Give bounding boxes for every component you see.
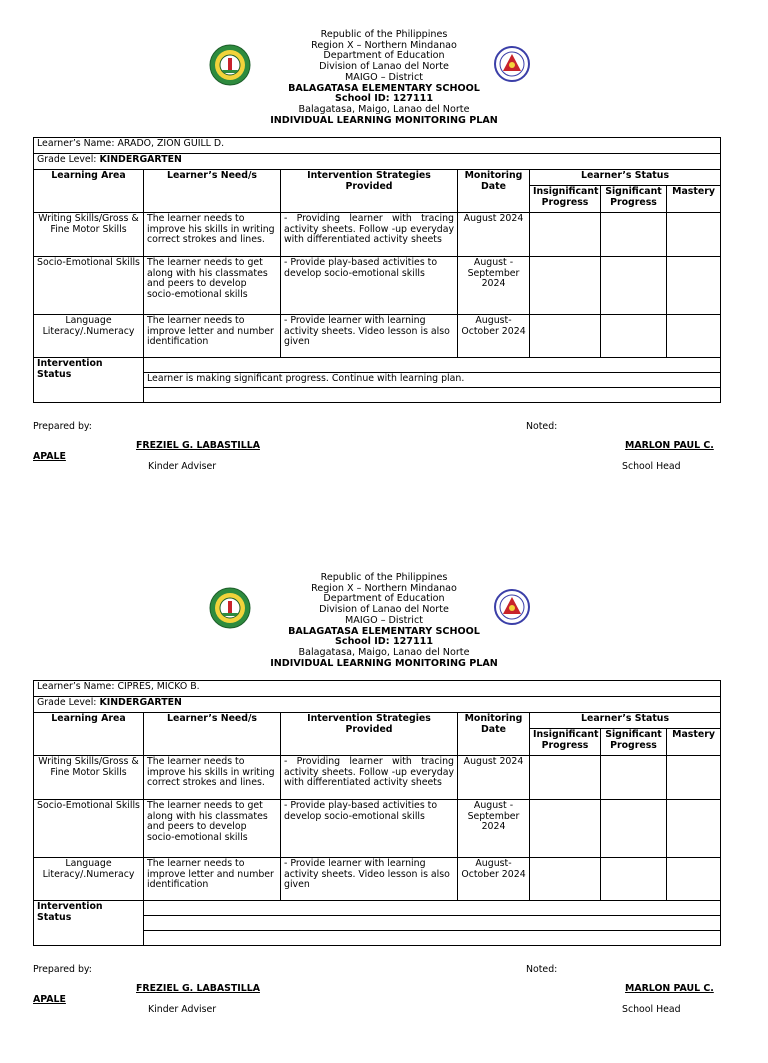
status-insignificant-cell <box>530 315 601 358</box>
monitoring-date-cell: August 2024 <box>458 756 530 800</box>
header-line-district: MAIGO – District <box>344 614 423 626</box>
header-mastery: Mastery <box>667 729 721 756</box>
grade-level-value: KINDERGARTEN <box>99 154 182 165</box>
grade-level-label: Grade Level: <box>37 697 97 708</box>
header-line-region: Region X – Northern Mindanao <box>311 39 457 51</box>
monitoring-plan-table <box>33 137 721 403</box>
learning-area-cell: Language Literacy/.Numeracy <box>34 315 144 358</box>
header-monitoring-date: Monitoring Date <box>458 170 530 213</box>
header-line-republic: Republic of the Philippines <box>320 29 448 40</box>
status-significant-cell <box>601 800 667 858</box>
header-learner-status: Learner’s Status <box>530 713 721 729</box>
status-insignificant-cell <box>530 800 601 858</box>
status-mastery-cell <box>667 756 721 800</box>
monitoring-date-cell: August - September 2024 <box>458 800 530 858</box>
learning-area-cell: Socio-Emotional Skills <box>34 257 144 315</box>
intervention-status-note: Learner is making significant progress. Continue with learning plan. <box>144 373 721 388</box>
school-name: BALAGATASA ELEMENTARY SCHOOL <box>288 82 480 94</box>
strategy-cell: - Provide play-based activities to develop socio-emotional skills <box>281 800 458 858</box>
adviser-role: Kinder Adviser <box>148 1004 217 1015</box>
learner-name-cell <box>34 681 721 697</box>
school-head-role: School Head <box>622 1004 681 1015</box>
grade-level-cell <box>34 697 721 713</box>
header-line-republic: Republic of the Philippines <box>320 572 448 583</box>
header-line-district: MAIGO – District <box>344 71 423 83</box>
status-mastery-cell <box>667 800 721 858</box>
noted-label: Noted: <box>526 421 558 432</box>
header-line-division: Division of Lanao del Norte <box>319 61 449 73</box>
school-seal-icon <box>209 587 251 629</box>
learner-need-cell: The learner needs to improve his skills in writing correct strokes and lines. <box>144 213 281 257</box>
strategy-cell: - Provide learner with learning activity sheets. Video lesson is also given <box>281 858 458 901</box>
monitoring-date-cell: August- October 2024 <box>458 858 530 901</box>
deped-seal-icon <box>494 46 530 82</box>
document-title: INDIVIDUAL LEARNING MONITORING PLAN <box>270 657 498 669</box>
letterhead <box>250 30 518 126</box>
learner-name-cell <box>34 138 721 154</box>
grade-level-cell <box>34 154 721 170</box>
letterhead <box>250 573 518 669</box>
intervention-status-label: Intervention Status <box>34 901 144 946</box>
learning-area-cell: Writing Skills/Gross & Fine Motor Skills <box>34 756 144 800</box>
header-learning-area: Learning Area <box>34 713 144 756</box>
learner-need-cell: The learner needs to improve his skills in writing correct strokes and lines. <box>144 756 281 800</box>
status-mastery-cell <box>667 257 721 315</box>
header-learner-status: Learner’s Status <box>530 170 721 186</box>
prepared-by-label: Prepared by: <box>33 964 92 975</box>
plan-page <box>0 543 768 1063</box>
status-significant-cell <box>601 213 667 257</box>
header-significant-progress: Significant Progress <box>601 186 667 213</box>
strategy-cell: - Providing learner with tracing activity sheets. Follow -up everyday with differentiated activity sheets <box>281 756 458 800</box>
school-address: Balagatasa, Maigo, Lanao del Norte <box>298 646 470 658</box>
status-insignificant-cell <box>530 257 601 315</box>
header-significant-progress: Significant Progress <box>601 729 667 756</box>
status-mastery-cell <box>667 213 721 257</box>
strategy-cell: - Providing learner with tracing activity sheets. Follow -up everyday with differentiated activity sheets <box>281 213 458 257</box>
learning-area-cell: Language Literacy/.Numeracy <box>34 858 144 901</box>
learner-name-label: Learner’s Name: <box>37 138 115 149</box>
header-learner-needs: Learner’s Need/s <box>144 713 281 756</box>
school-seal-icon <box>209 44 251 86</box>
noted-label: Noted: <box>526 964 558 975</box>
status-significant-cell <box>601 315 667 358</box>
adviser-name: FREZIEL G. LABASTILLA <box>136 440 260 451</box>
learner-need-cell: The learner needs to get along with his classmates and peers to develop socio-emotional skills <box>144 257 281 315</box>
learner-need-cell: The learner needs to improve letter and number identification <box>144 315 281 358</box>
intervention-status-line <box>144 931 721 946</box>
intervention-status-line <box>144 388 721 403</box>
intervention-status-note <box>144 916 721 931</box>
status-insignificant-cell <box>530 756 601 800</box>
prepared-by-label: Prepared by: <box>33 421 92 432</box>
plan-page <box>0 0 768 520</box>
header-line-department: Department of Education <box>323 50 445 62</box>
monitoring-plan-table <box>33 680 721 946</box>
monitoring-date-cell: August - September 2024 <box>458 257 530 315</box>
header-insignificant-progress: Insignificant Progress <box>530 186 601 213</box>
learner-name-value: CIPRES, MICKO B. <box>117 681 200 692</box>
intervention-status-label: Intervention Status <box>34 358 144 403</box>
table-row <box>34 213 721 257</box>
adviser-name: FREZIEL G. LABASTILLA <box>136 983 260 994</box>
deped-seal-icon <box>494 589 530 625</box>
header-insignificant-progress: Insignificant Progress <box>530 729 601 756</box>
header-learning-area: Learning Area <box>34 170 144 213</box>
school-name: BALAGATASA ELEMENTARY SCHOOL <box>288 625 480 637</box>
status-insignificant-cell <box>530 858 601 901</box>
learner-need-cell: The learner needs to get along with his classmates and peers to develop socio-emotional skills <box>144 800 281 858</box>
intervention-status-line <box>144 901 721 916</box>
status-significant-cell <box>601 858 667 901</box>
school-head-surname: APALE <box>33 994 66 1005</box>
learner-name-label: Learner’s Name: <box>37 681 115 692</box>
adviser-role: Kinder Adviser <box>148 461 217 472</box>
status-mastery-cell <box>667 858 721 901</box>
header-line-department: Department of Education <box>323 593 445 605</box>
learning-area-cell: Writing Skills/Gross & Fine Motor Skills <box>34 213 144 257</box>
school-id: School ID: 127111 <box>335 636 433 648</box>
status-mastery-cell <box>667 315 721 358</box>
school-head-surname: APALE <box>33 451 66 462</box>
table-row <box>34 315 721 358</box>
monitoring-date-cell: August- October 2024 <box>458 315 530 358</box>
header-line-region: Region X – Northern Mindanao <box>311 582 457 594</box>
header-monitoring-date: Monitoring Date <box>458 713 530 756</box>
strategy-cell: - Provide learner with learning activity sheets. Video lesson is also given <box>281 315 458 358</box>
monitoring-date-cell: August 2024 <box>458 213 530 257</box>
document-title: INDIVIDUAL LEARNING MONITORING PLAN <box>270 114 498 126</box>
table-row <box>34 800 721 858</box>
school-id: School ID: 127111 <box>335 93 433 105</box>
header-learner-needs: Learner’s Need/s <box>144 170 281 213</box>
header-intervention-strategies: Intervention Strategies Provided <box>281 713 458 756</box>
intervention-status-line <box>144 358 721 373</box>
header-line-division: Division of Lanao del Norte <box>319 604 449 616</box>
table-row <box>34 257 721 315</box>
school-head-name: MARLON PAUL C. <box>625 440 714 451</box>
header-mastery: Mastery <box>667 186 721 213</box>
school-head-role: School Head <box>622 461 681 472</box>
status-insignificant-cell <box>530 213 601 257</box>
strategy-cell: - Provide play-based activities to develop socio-emotional skills <box>281 257 458 315</box>
table-row <box>34 756 721 800</box>
learner-name-value: ARADO, ZION GUILL D. <box>117 138 225 149</box>
status-significant-cell <box>601 756 667 800</box>
learning-area-cell: Socio-Emotional Skills <box>34 800 144 858</box>
status-significant-cell <box>601 257 667 315</box>
table-row <box>34 858 721 901</box>
grade-level-value: KINDERGARTEN <box>99 697 182 708</box>
school-head-name: MARLON PAUL C. <box>625 983 714 994</box>
school-address: Balagatasa, Maigo, Lanao del Norte <box>298 103 470 115</box>
grade-level-label: Grade Level: <box>37 154 97 165</box>
learner-need-cell: The learner needs to improve letter and number identification <box>144 858 281 901</box>
header-intervention-strategies: Intervention Strategies Provided <box>281 170 458 213</box>
